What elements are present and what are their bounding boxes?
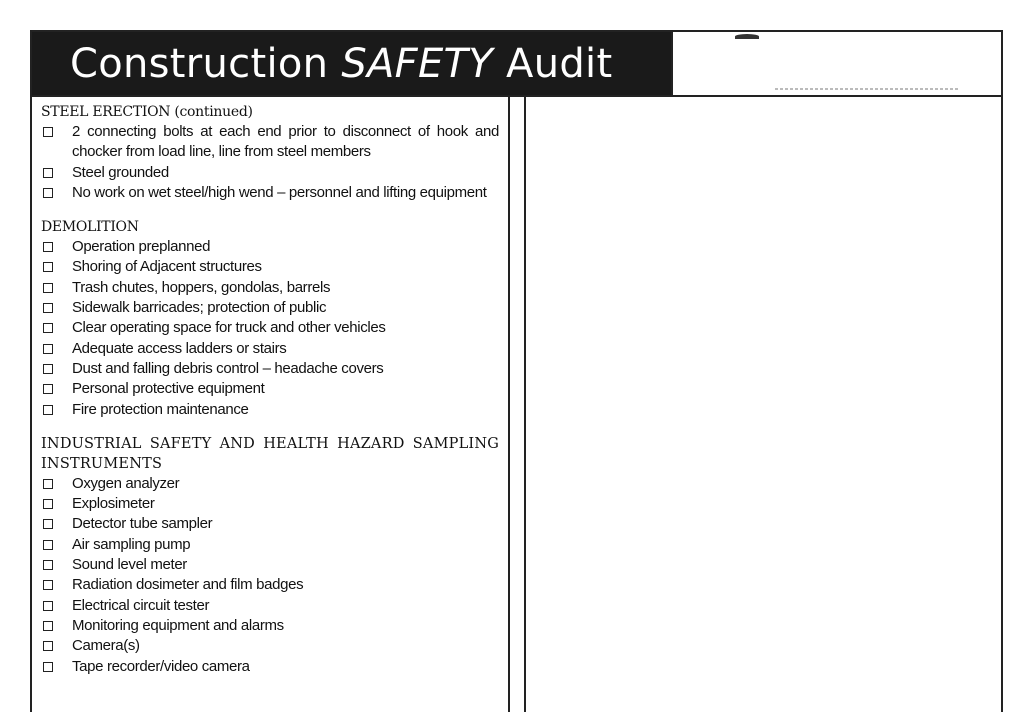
checklist-item[interactable] xyxy=(41,339,499,359)
section-heading: INDUSTRIAL SAFETY AND HEALTH HAZARD SAMPLING INSTRUMENTS xyxy=(41,435,499,472)
checklist-item-label: Steel grounded xyxy=(72,163,169,181)
checklist-item-label: Tape recorder/video camera xyxy=(72,657,250,675)
checkbox[interactable] xyxy=(43,621,53,631)
checklist-item[interactable] xyxy=(41,514,499,534)
checklist-item-label: Explosimeter xyxy=(72,495,155,513)
checklist-item-label: 2 connecting bolts at each end prior to disconnect of hook and chocker from load line, line from steel members xyxy=(72,123,499,161)
checkbox[interactable] xyxy=(43,168,53,178)
checklist-item-label: Personal protective equipment xyxy=(72,380,265,398)
checklist-item[interactable] xyxy=(41,359,499,379)
checklist-item[interactable] xyxy=(41,298,499,318)
checklist-item-label: Monitoring equipment and alarms xyxy=(72,616,284,634)
checklist-item-label: Sidewalk barricades; protection of public xyxy=(72,299,327,317)
checklist-item[interactable] xyxy=(41,636,499,656)
checklist-item-label: Trash chutes, hoppers, gondolas, barrels xyxy=(72,278,331,296)
checklist-item[interactable] xyxy=(41,318,499,338)
checkbox[interactable] xyxy=(43,127,53,137)
title-part-audit: Audit xyxy=(493,40,613,87)
section-steel-erection xyxy=(41,102,499,203)
checklist-item[interactable] xyxy=(41,474,499,494)
column-divider-right xyxy=(524,97,526,712)
checkbox[interactable] xyxy=(43,641,53,651)
checkbox[interactable] xyxy=(43,519,53,529)
checklist-item-label: Sound level meter xyxy=(72,556,187,574)
checklist-item-label: Air sampling pump xyxy=(72,535,191,553)
checkbox[interactable] xyxy=(43,662,53,672)
checkbox[interactable] xyxy=(43,601,53,611)
page-title xyxy=(70,40,613,87)
checkbox[interactable] xyxy=(43,479,53,489)
checklist-item-label: Shoring of Adjacent structures xyxy=(72,258,262,276)
checkbox[interactable] xyxy=(43,262,53,272)
logo-mark-icon xyxy=(735,34,759,39)
checkbox[interactable] xyxy=(43,303,53,313)
checklist-item-label: Camera(s) xyxy=(72,637,140,655)
checklist-item[interactable] xyxy=(41,278,499,298)
checkbox[interactable] xyxy=(43,242,53,252)
checklist-item-label: Dust and falling debris control – headache covers xyxy=(72,359,384,377)
checklist-item[interactable] xyxy=(41,400,499,420)
checkbox[interactable] xyxy=(43,405,53,415)
checkbox[interactable] xyxy=(43,384,53,394)
section-heading: STEEL ERECTION (continued) xyxy=(41,104,253,120)
checklist-item-label: No work on wet steel/high wend – personnel and lifting equipment xyxy=(72,183,487,201)
checkbox[interactable] xyxy=(43,323,53,333)
checklist-item[interactable] xyxy=(41,494,499,514)
checklist-item-label: Adequate access ladders or stairs xyxy=(72,339,287,357)
checklist-item[interactable] xyxy=(41,163,499,183)
checklist-item[interactable] xyxy=(41,122,499,163)
checklist-item-label: Oxygen analyzer xyxy=(72,474,180,492)
header-divider xyxy=(32,95,1001,97)
checkbox[interactable] xyxy=(43,540,53,550)
checkbox[interactable] xyxy=(43,188,53,198)
column-divider-left xyxy=(508,97,510,712)
checkbox[interactable] xyxy=(43,283,53,293)
checklist-item[interactable] xyxy=(41,183,499,203)
checklist-item[interactable] xyxy=(41,257,499,277)
checklist-item[interactable] xyxy=(41,616,499,636)
checklist-item-label: Fire protection maintenance xyxy=(72,400,249,418)
checklist-item-label: Operation preplanned xyxy=(72,238,211,256)
checklist-item[interactable] xyxy=(41,555,499,575)
checklist-item[interactable] xyxy=(41,657,499,677)
checkbox[interactable] xyxy=(43,580,53,590)
checklist-item-label: Electrical circuit tester xyxy=(72,596,210,614)
checklist-item-label: Radiation dosimeter and film badges xyxy=(72,576,304,594)
checkbox[interactable] xyxy=(43,499,53,509)
section-demolition xyxy=(41,217,499,420)
checklist-item[interactable] xyxy=(41,237,499,257)
checklist-item-label: Detector tube sampler xyxy=(72,515,213,533)
section-hazard-sampling-instruments xyxy=(41,434,499,677)
logo-underline-decoration xyxy=(775,88,959,90)
checklist-item[interactable] xyxy=(41,535,499,555)
checkbox[interactable] xyxy=(43,364,53,374)
header-bar xyxy=(32,32,671,95)
checklist-item-label: Clear operating space for truck and other vehicles xyxy=(72,319,386,337)
checklist-item[interactable] xyxy=(41,379,499,399)
title-part-construction: Construction xyxy=(70,40,342,87)
title-part-safety: SAFETY xyxy=(341,40,494,87)
checkbox[interactable] xyxy=(43,560,53,570)
header-logo-box xyxy=(671,32,1001,95)
checklist-item[interactable] xyxy=(41,596,499,616)
checkbox[interactable] xyxy=(43,344,53,354)
checklist-column xyxy=(41,102,499,691)
checklist-item[interactable] xyxy=(41,575,499,595)
section-heading: DEMOLITION xyxy=(41,219,139,236)
